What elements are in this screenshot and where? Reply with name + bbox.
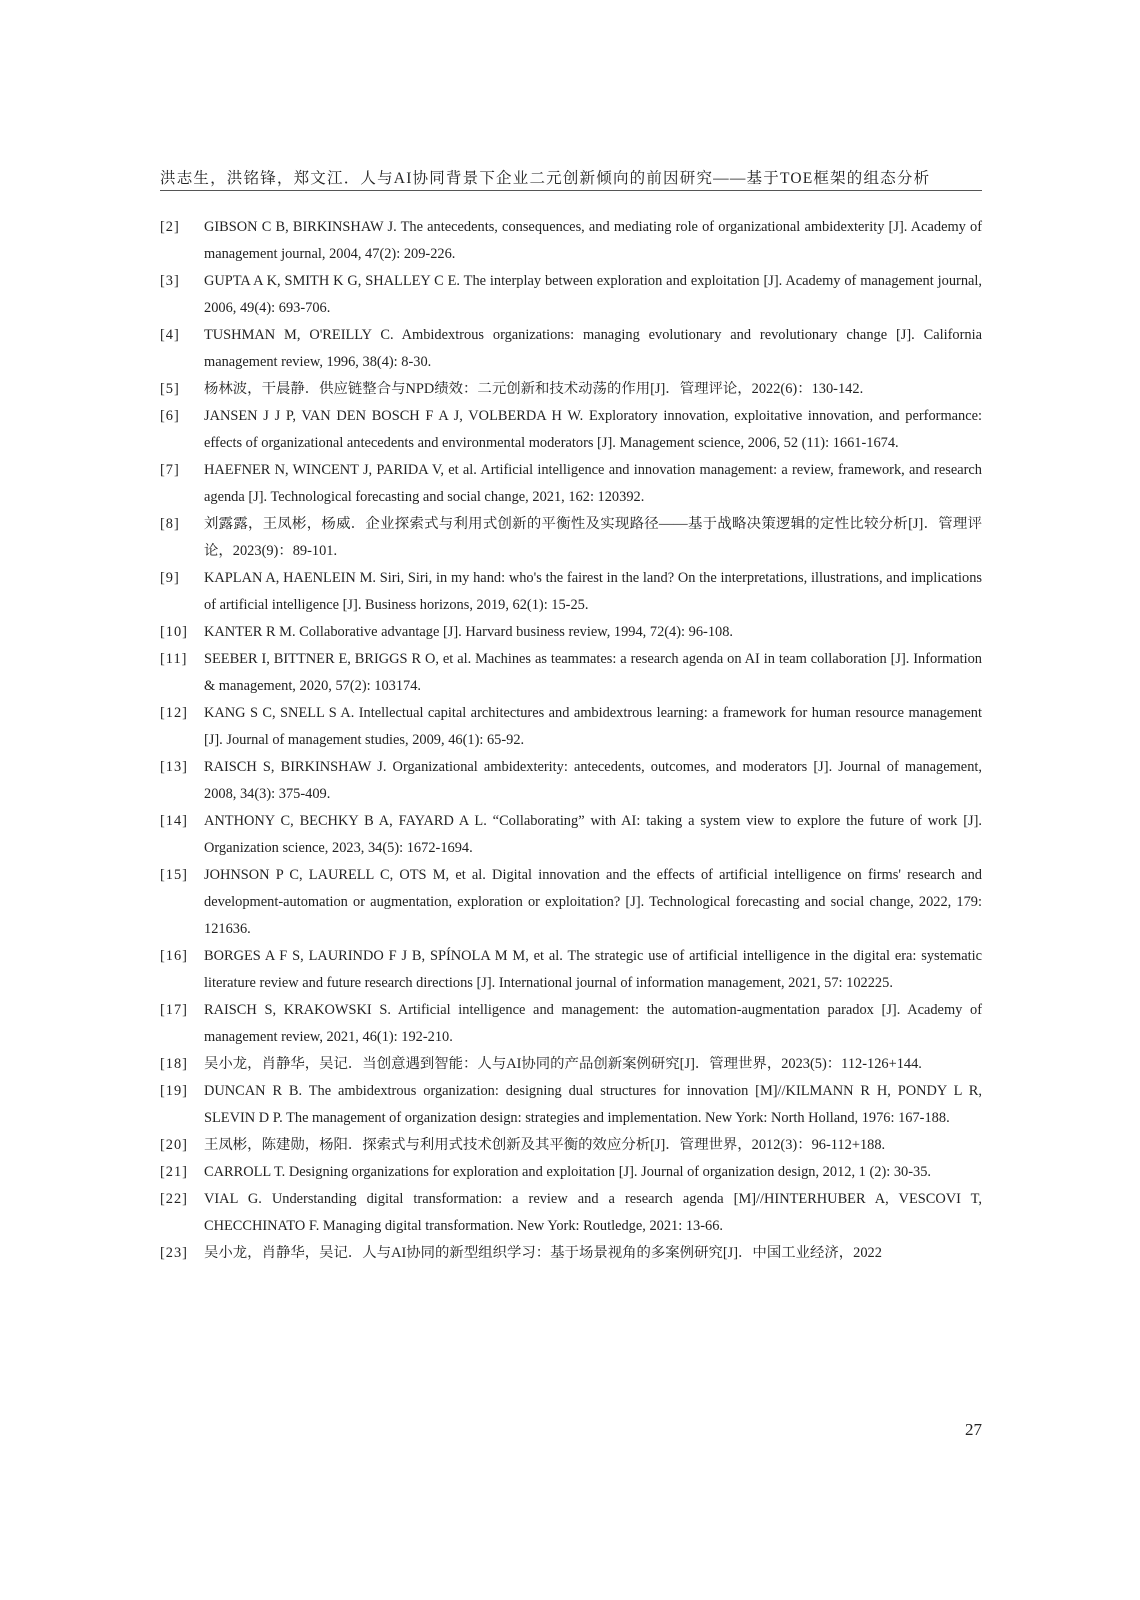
reference-number: [23] xyxy=(160,1245,188,1261)
reference-item xyxy=(160,1186,982,1240)
reference-number: [20] xyxy=(160,1137,188,1153)
page-number: 27 xyxy=(965,1420,982,1439)
reference-item xyxy=(160,1240,982,1267)
reference-text: KANG S C, SNELL S A. Intellectual capital architectures and ambidextrous learning: a framework for human resource management [J]. Journal of management studies, 2009, 46(1): 65-92. xyxy=(204,705,982,748)
reference-text: 王凤彬，陈建勋，杨阳．探索式与利用式技术创新及其平衡的效应分析[J]．管理世界，2012(3)：96-112+188. xyxy=(204,1137,886,1153)
reference-number: [10] xyxy=(160,624,188,640)
reference-number: [12] xyxy=(160,705,188,721)
reference-text: ANTHONY C, BECHKY B A, FAYARD A L. “Collaborating” with AI: taking a system view to explore the future of work [J]. Organization science, 2023, 34(5): 1672-1694. xyxy=(204,813,982,856)
reference-text: TUSHMAN M, O'REILLY C. Ambidextrous organizations: managing evolutionary and revolutionary change [J]. California management review, 1996, 38(4): 8-30. xyxy=(204,327,982,370)
reference-text: KANTER R M. Collaborative advantage [J]. Harvard business review, 1994, 72(4): 96-108. xyxy=(204,624,734,640)
reference-item xyxy=(160,457,982,511)
reference-number: [17] xyxy=(160,1002,188,1018)
reference-text: RAISCH S, BIRKINSHAW J. Organizational ambidexterity: antecedents, outcomes, and moderators [J]. Journal of management, 2008, 34(3): 375-409. xyxy=(204,759,982,802)
reference-text: GIBSON C B, BIRKINSHAW J. The antecedents, consequences, and mediating role of organizational ambidexterity [J]. Academy of management journal, 2004, 47(2): 209-226. xyxy=(204,219,982,262)
reference-number: [3] xyxy=(160,273,180,289)
reference-item xyxy=(160,754,982,808)
reference-text: RAISCH S, KRAKOWSKI S. Artificial intelligence and management: the automation-augmentation paradox [J]. Academy of management review, 2021, 46(1): 192-210. xyxy=(204,1002,982,1045)
reference-number: [19] xyxy=(160,1083,188,1099)
reference-item xyxy=(160,619,982,646)
header-divider xyxy=(160,190,982,191)
reference-number: [11] xyxy=(160,651,188,667)
reference-number: [21] xyxy=(160,1164,188,1180)
reference-item xyxy=(160,700,982,754)
reference-item xyxy=(160,646,982,700)
reference-number: [16] xyxy=(160,948,188,964)
reference-text: GUPTA A K, SMITH K G, SHALLEY C E. The interplay between exploration and exploitation [J]. Academy of management journal, 2006, 49(4): 693-706. xyxy=(204,273,982,316)
reference-text: 吴小龙，肖静华，吴记．当创意遇到智能：人与AI协同的产品创新案例研究[J]．管理世界，2023(5)：112-126+144. xyxy=(204,1056,922,1072)
reference-text: JOHNSON P C, LAURELL C, OTS M, et al. Digital innovation and the effects of artificial intelligence on firms' research and development-automation or augmentation, exploration or exploitation? [J]. Technological forecasting and social change, 2022, 179: 121636. xyxy=(204,867,982,937)
reference-number: [22] xyxy=(160,1191,188,1207)
reference-item xyxy=(160,565,982,619)
reference-item xyxy=(160,403,982,457)
reference-list xyxy=(160,214,982,1267)
reference-item xyxy=(160,214,982,268)
reference-number: [18] xyxy=(160,1056,188,1072)
reference-number: [4] xyxy=(160,327,180,343)
reference-number: [2] xyxy=(160,219,180,235)
reference-item xyxy=(160,511,982,565)
reference-item xyxy=(160,1078,982,1132)
reference-item xyxy=(160,1051,982,1078)
reference-text: KAPLAN A, HAENLEIN M. Siri, Siri, in my hand: who's the fairest in the land? On the interpretations, illustrations, and implications of artificial intelligence [J]. Business horizons, 2019, 62(1): 15-25. xyxy=(204,570,982,613)
reference-item xyxy=(160,997,982,1051)
reference-text: DUNCAN R B. The ambidextrous organization: designing dual structures for innovation [M]//KILMANN R H, PONDY L R, SLEVIN D P. The management of organization design: strategies and implementation. New York: North Holland, 1976: 167-188. xyxy=(204,1083,982,1126)
reference-text: SEEBER I, BITTNER E, BRIGGS R O, et al. Machines as teammates: a research agenda on AI in team collaboration [J]. Information & management, 2020, 57(2): 103174. xyxy=(204,651,982,694)
reference-text: VIAL G. Understanding digital transformation: a review and a research agenda [M]//HINTERHUBER A, VESCOVI T, CHECCHINATO F. Managing digital transformation. New York: Routledge, 2021: 13-66. xyxy=(204,1191,982,1234)
reference-text: 刘露露，王凤彬，杨威．企业探索式与利用式创新的平衡性及实现路径——基于战略决策逻辑的定性比较分析[J]．管理评论，2023(9)：89-101. xyxy=(204,516,982,559)
reference-number: [13] xyxy=(160,759,188,775)
reference-item xyxy=(160,322,982,376)
reference-number: [8] xyxy=(160,516,180,532)
reference-item xyxy=(160,1132,982,1159)
reference-number: [5] xyxy=(160,381,180,397)
reference-item xyxy=(160,862,982,943)
running-header: 洪志生，洪铭锋，郑文江．人与AI协同背景下企业二元创新倾向的前因研究——基于TOE框架的组态分析 xyxy=(160,170,931,187)
reference-text: JANSEN J J P, VAN DEN BOSCH F A J, VOLBERDA H W. Exploratory innovation, exploitative innovation, and performance: effects of organizational antecedents and environmental moderators [J]. Management science, 2006, 52 (11): 1661-1674. xyxy=(204,408,982,451)
reference-item xyxy=(160,1159,982,1186)
reference-item xyxy=(160,943,982,997)
reference-text: 杨林波，干晨静．供应链整合与NPD绩效：二元创新和技术动荡的作用[J]．管理评论，2022(6)：130-142. xyxy=(204,381,864,397)
reference-text: HAEFNER N, WINCENT J, PARIDA V, et al. Artificial intelligence and innovation management: a review, framework, and research agenda [J]. Technological forecasting and social change, 2021, 162: 120392. xyxy=(204,462,982,505)
reference-item xyxy=(160,268,982,322)
reference-number: [9] xyxy=(160,570,180,586)
reference-item xyxy=(160,808,982,862)
reference-text: CARROLL T. Designing organizations for exploration and exploitation [J]. Journal of organization design, 2012, 1 (2): 30-35. xyxy=(204,1164,931,1180)
reference-number: [14] xyxy=(160,813,188,829)
reference-number: [6] xyxy=(160,408,180,424)
reference-text: 吴小龙，肖静华，吴记．人与AI协同的新型组织学习：基于场景视角的多案例研究[J]．中国工业经济，2022 xyxy=(204,1245,882,1261)
reference-number: [15] xyxy=(160,867,188,883)
reference-text: BORGES A F S, LAURINDO F J B, SPÍNOLA M M, et al. The strategic use of artificial intelligence in the digital era: systematic literature review and future research directions [J]. International journal of information management, 2021, 57: 102225. xyxy=(204,948,982,991)
reference-item xyxy=(160,376,982,403)
reference-number: [7] xyxy=(160,462,180,478)
